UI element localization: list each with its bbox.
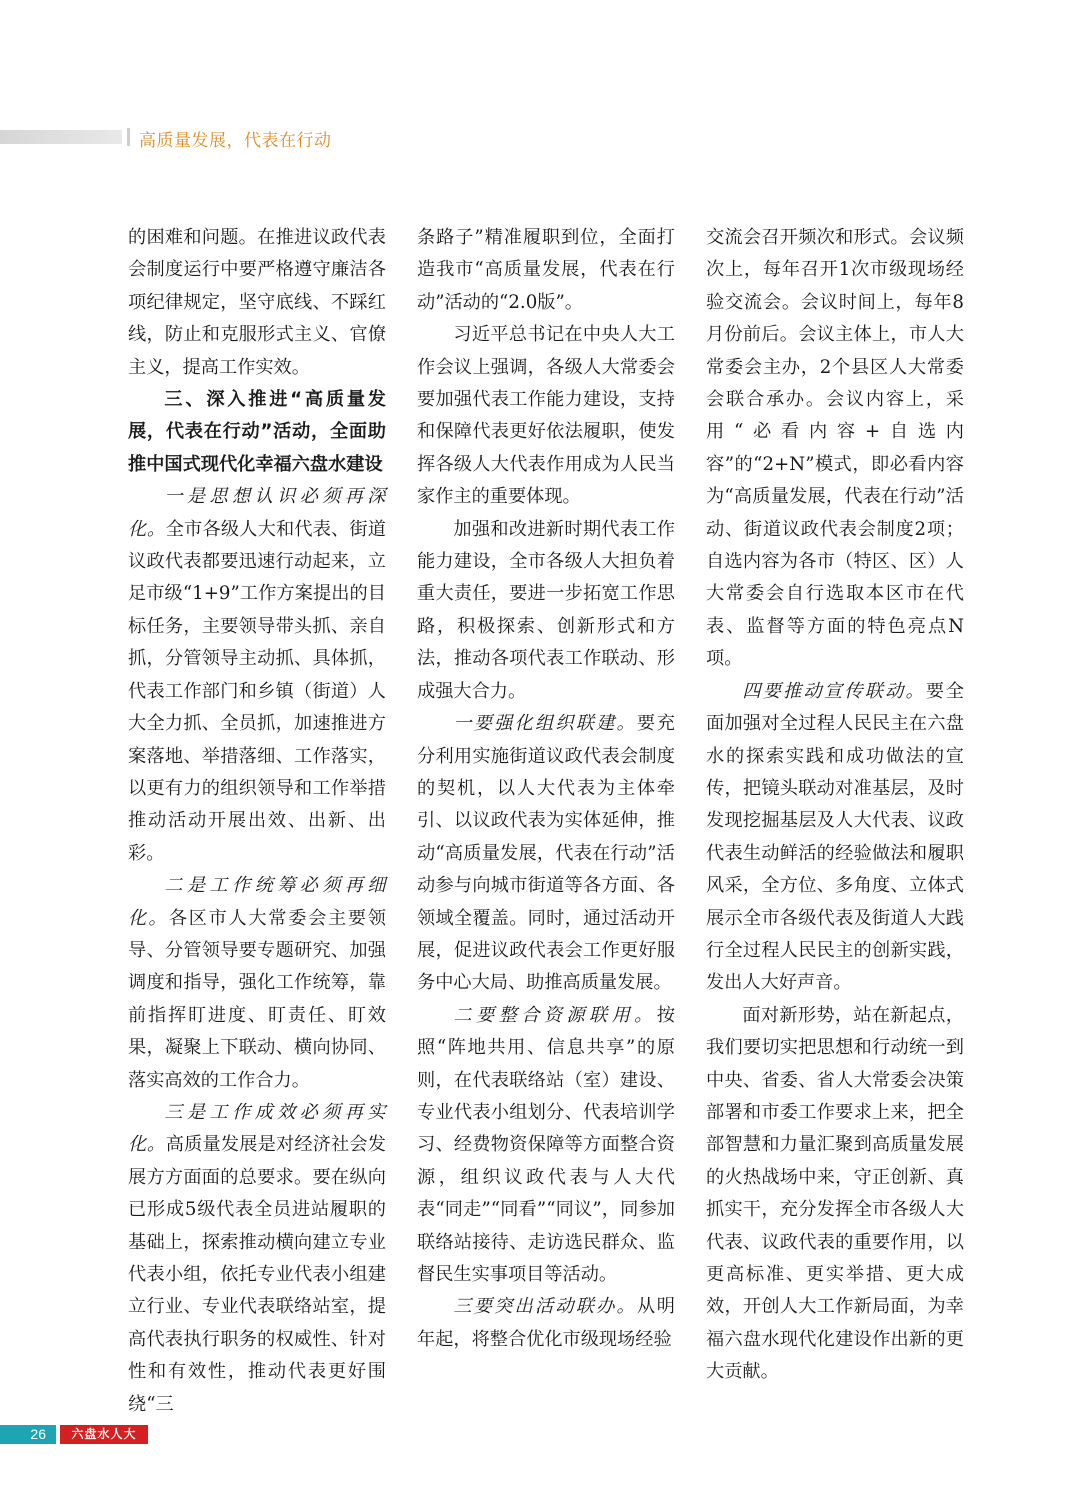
text-column-1 — [128, 222, 386, 1421]
paragraph-body: 从明年起，将整合优化市级现场经验 — [417, 1296, 675, 1350]
paragraph — [128, 481, 386, 870]
paragraph-lead: 三是工作成效必须再实化。 — [128, 1101, 386, 1156]
paragraph — [128, 1097, 386, 1421]
paragraph — [706, 676, 964, 1000]
paragraph-body: 按照“阵地共用、信息共享”的原则，在代表联络站（室）建设、专业代表小组划分、代表培训学习、经费物资保障等方面整合资源，组织议政代表与人大代表“同走”“同看”“同议”，同参加联络站接待、走访选民群众、监督民生实事项目等活动。 — [417, 1004, 675, 1285]
paragraph — [417, 1291, 675, 1356]
magazine-logo: 六盘水人大 — [60, 1425, 148, 1444]
text-column-2 — [417, 222, 675, 1356]
paragraph-body: 高质量发展是对经济社会发展方方面面的总要求。要在纵向已形成5级代表全员进站履职的基础上，探索推动横向建立专业代表小组，依托专业代表小组建立行业、专业代表联络站室，提高代表执行职务的权威性、针对性和有效性，推动代表更好围绕“三 — [128, 1134, 386, 1415]
paragraph: 的困难和问题。在推进议政代表会制度运行中要严格遵守廉洁各项纪律规定，坚守底线、不踩红线，防止和克服形式主义、官僚主义，提高工作实效。 — [128, 227, 386, 378]
paragraph-lead: 一是思想认识必须再深化。 — [128, 486, 386, 540]
paragraph-body: 全市各级人大和代表、街道议政代表都要迅速行动起来，立足市级“1+9”工作方案提出的目标任务，主要领导带头抓、亲自抓，分管领导主动抓、具体抓，代表工作部门和乡镇（街道）人大全力抓、全员抓，加速推进方案落地、举措落细、工作落实，以更有力的组织领导和工作举措推动活动开展出效、出新、出彩。 — [128, 518, 386, 864]
text-column-3 — [706, 222, 964, 1389]
paragraph — [128, 870, 386, 1097]
paragraph-lead: 三要突出活动联办。 — [453, 1296, 637, 1318]
paragraph — [417, 708, 675, 1000]
paragraph-lead: 二要整合资源联用。 — [453, 1004, 657, 1026]
paragraph — [417, 1000, 675, 1292]
paragraph: 条路子”精准履职到位，全面打造我市“高质量发展，代表在行动”活动的“2.0版”。 — [417, 227, 675, 313]
paragraph: 面对新形势，站在新起点，我们要切实把思想和行动统一到中央、省委、省人大常委会决策部署和市委工作要求上来，把全部智慧和力量汇聚到高质量发展的火热战场中来，守正创新、真抓实干，充分发挥全市各级人大代表、议政代表的重要作用，以更高标准、更实举措、更大成效，开创人大工作新局面，为幸福六盘水现代化建设作出新的更大贡献。 — [706, 1004, 964, 1383]
page-number: 26 — [0, 1425, 56, 1444]
paragraph-body: 要充分利用实施街道议政代表会制度的契机，以人大代表为主体牵引、以议政代表为实体延伸，推动“高质量发展，代表在行动”活动参与向城市街道等各方面、各领域全覆盖。同时，通过活动开展，促进议政代表会工作更好服务中心大局、助推高质量发展。 — [417, 713, 675, 994]
paragraph: 加强和改进新时期代表工作能力建设，全市各级人大担负着重大责任，要进一步拓宽工作思路，积极探索、创新形式和方法，推动各项代表工作联动、形成强大合力。 — [417, 518, 675, 702]
header-divider — [127, 128, 130, 146]
paragraph: 习近平总书记在中央人大工作会议上强调，各级人大常委会要加强代表工作能力建设，支持和保障代表更好依法履职，使发挥各级人大代表作用成为人民当家作主的重要体现。 — [417, 324, 675, 508]
paragraph-lead: 二是工作统筹必须再细化。 — [128, 875, 386, 929]
section-heading: 三、深入推进“高质量发展，代表在行动”活动，全面助推中国式现代化幸福六盘水建设 — [128, 389, 386, 475]
paragraph: 交流会召开频次和形式。会议频次上，每年召开1次市级现场经验交流会。会议时间上，每年8月份前后。会议主体上，市人大常委会主办，2个县区人大常委会联合承办。会议内容上，采用“必看内容+自选内容”的“2+N”模式，即必看内容为“高质量发展，代表在行动”活动、街道议政代表会制度2项；自选内容为各市（特区、区）人大常委会自行选取本区市在代表、监督等方面的特色亮点N项。 — [706, 227, 964, 670]
paragraph-lead: 一要强化组织联建。 — [453, 713, 637, 735]
paragraph-lead: 四要推动宣传联动。 — [742, 680, 926, 702]
paragraph-body: 要全面加强对全过程人民民主在六盘水的探索实践和成功做法的宣传，把镜头联动对准基层，及时发现挖掘基层及人大代表、议政代表生动鲜活的经验做法和履职风采，全方位、多角度、立体式展示全市各级代表及街道人大践行全过程人民民主的创新实践，发出人大好声音。 — [706, 680, 964, 994]
section-header-title: 高质量发展，代表在行动 — [139, 131, 332, 151]
header-decor-bar — [0, 130, 122, 144]
paragraph-body: 各区市人大常委会主要领导、分管领导要专题研究、加强调度和指导，强化工作统筹，靠前指挥盯进度、盯责任、盯效果，凝聚上下联动、横向协同、落实高效的工作合力。 — [128, 907, 386, 1091]
